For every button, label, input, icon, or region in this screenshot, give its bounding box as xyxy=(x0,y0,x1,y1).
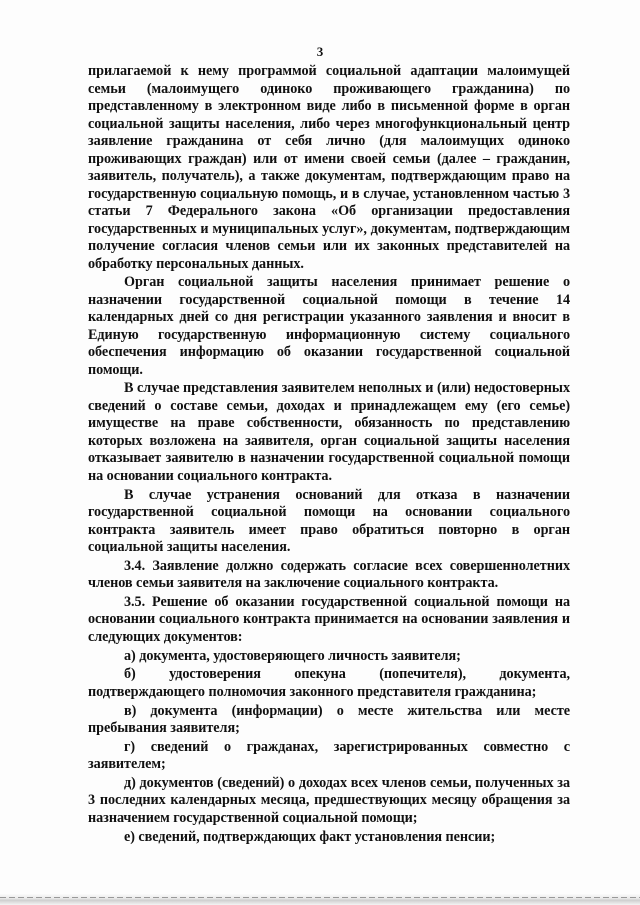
list-item-v: в) документа (информации) о месте жительства или месте пребывания заявителя; xyxy=(88,702,570,736)
paragraph-decision-term: Орган социальной защиты населения принимает решение о назначении государственной социальной помощи в течение 14 календарных дней со дня регистрации указанного заявления и вносит в Единую государственную информационную систему социального обеспечения информацию об оказании государственной социальной помощи. xyxy=(88,274,570,378)
document-body xyxy=(88,63,570,847)
list-item-e: е) сведений, подтверждающих факт установления пенсии; xyxy=(124,828,496,845)
paragraph-incomplete-data: В случае представления заявителем неполных и (или) недостоверных сведений о составе семьи, доходах и принадлежащем ему (его семье) имуществе на праве собственности, обязанность по представлению которых возложена на заявителя, орган социальной защиты населения отказывает заявителю в назначении государственной социальной помощи на основании социального контракта. xyxy=(88,380,570,484)
paragraph-section-3-4: 3.4. Заявление должно содержать согласие всех совершеннолетних членов семьи заявителя на заключение социального контракта. xyxy=(88,557,570,592)
paragraph-reapply: В случае устранения оснований для отказа в назначении государственной социальной помощи на основании социального контракта заявитель имеет право обратиться повторно в орган социальной защиты населения. xyxy=(88,486,570,556)
list-item-d: д) документов (сведений) о доходах всех членов семьи, полученных за 3 последних календарных месяца, предшествующих месяцу обращения за назначением государственной социальной помощи; xyxy=(88,774,570,826)
paragraph-section-3-5: 3.5. Решение об оказании государственной социальной помощи на основании социального контракта принимается на основании заявления и следующих документов: xyxy=(88,593,570,645)
list-item-b: б) удостоверения опекуна (попечителя), документа, подтверждающего полномочия законного представителя гражданина; xyxy=(88,666,570,700)
list-item-g: г) сведений о гражданах, зарегистрированных совместно с заявителем; xyxy=(88,738,570,773)
paragraph-continuation: прилагаемой к нему программой социальной адаптации малоимущей семьи (малоимущего одиноко проживающего гражданина) по представленному в электронном виде либо в письменной форме в орган социальной защиты населения, либо через многофункциональный центр заявление гражданина от себя лично (для малоимущих одиноко проживающих граждан) или от имени своей семьи (далее – гражданин, заявитель, получатель), а также документам, подтверждающим право на государственную социальную помощь, и в случае, установленном частью 3 статьи 7 Федерального закона «Об организации предоставления государственных и муниципальных услуг», документам, подтверждающим получение согласия членов семьи или их законных представителей на обработку персональных данных. xyxy=(88,63,570,272)
list-item-a: а) документа, удостоверяющего личность заявителя; xyxy=(124,647,461,664)
page-number: 3 xyxy=(316,44,324,59)
scan-bottom-edge xyxy=(0,893,640,905)
scan-artifact-line xyxy=(0,897,640,898)
